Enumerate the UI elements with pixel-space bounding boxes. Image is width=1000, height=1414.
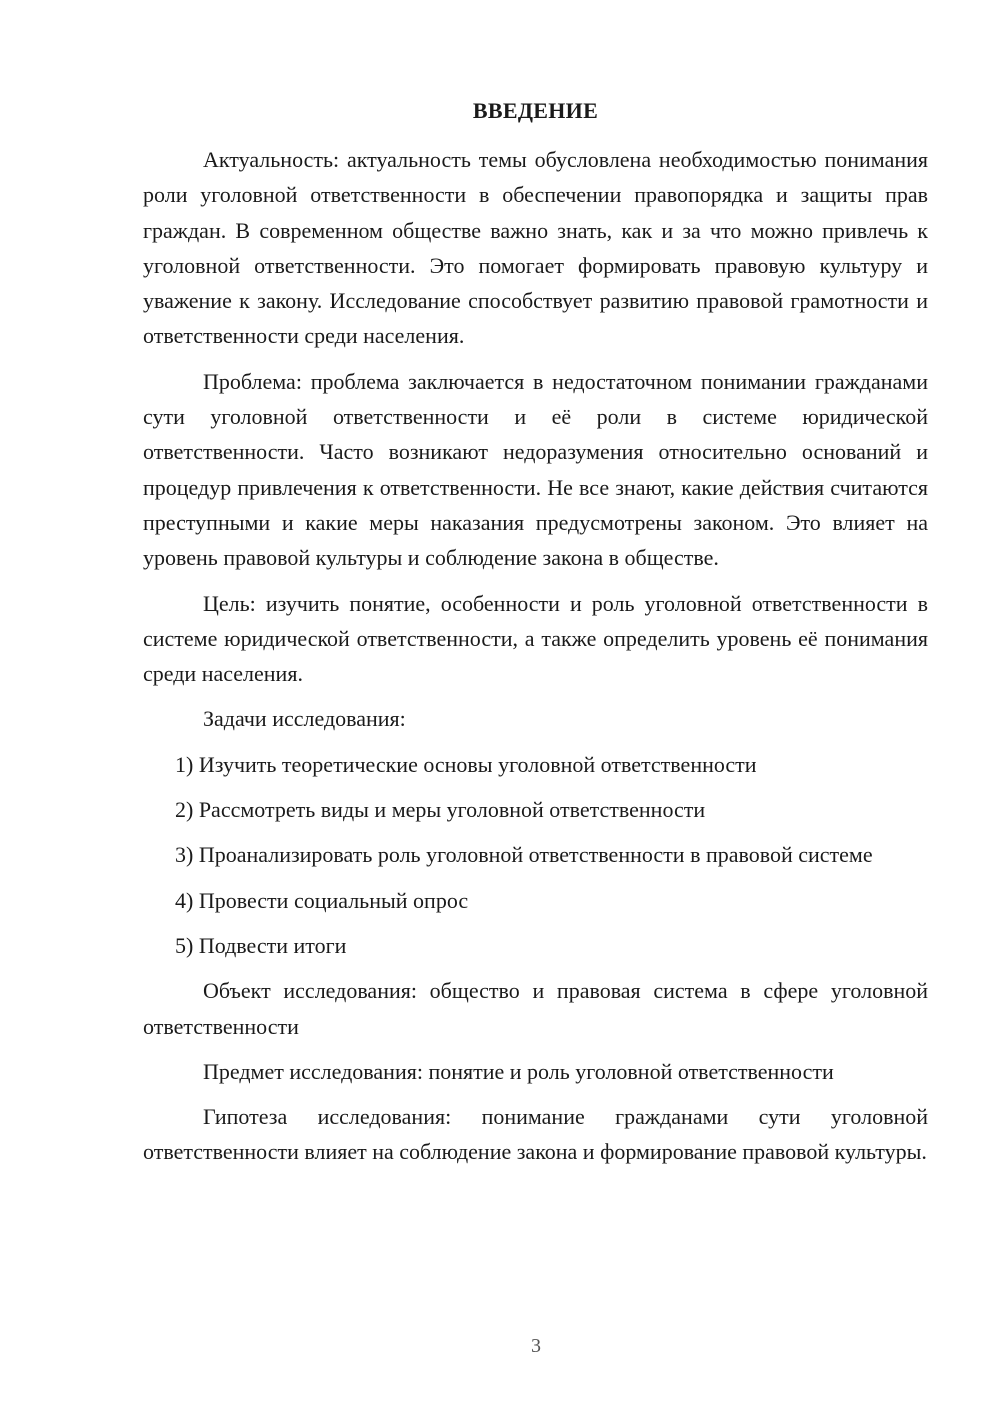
- subject-paragraph: Предмет исследования: понятие и роль уголовной ответственности: [203, 1058, 834, 1084]
- task-item-4: 4) Провести социальный опрос: [175, 887, 469, 913]
- tasks-title: Задачи исследования:: [203, 706, 406, 732]
- hypothesis-paragraph: Гипотеза исследования: понимание гражданами сути уголовной ответственности влияет на соблюдение закона и формирование правовой культуры.: [143, 1104, 928, 1165]
- task-item-2: 2) Рассмотреть виды и меры уголовной ответственности: [175, 797, 706, 823]
- document-body: [143, 142, 928, 1180]
- goal-paragraph: Цель: изучить понятие, особенности и роль уголовной ответственности в системе юридической ответственности, а также определить уровень её понимания среди населения.: [143, 590, 928, 687]
- section-heading: ВВЕДЕНИЕ: [472, 98, 599, 123]
- task-item-1: 1) Изучить теоретические основы уголовной ответственности: [175, 751, 757, 777]
- relevance-paragraph: Актуальность: актуальность темы обусловлена необходимостью понимания роли уголовной ответственности в обеспечении правопорядка и защиты прав граждан. В современном обществе важно знать, как и за что можно привлечь к уголовной ответственности. Это помогает формировать правовую культуру и уважение к закону. Исследование способствует развитию правовой грамотности и ответственности среди населения.: [143, 147, 928, 349]
- problem-paragraph: Проблема: проблема заключается в недостаточном понимании гражданами сути уголовной ответственности и её роли в системе юридической ответственности. Часто возникают недоразумения относительно оснований и процедур привлечения к ответственности. Не все знают, какие действия считаются преступными и какие меры наказания предусмотрены законом. Это влияет на уровень правовой культуры и соблюдение закона в обществе.: [143, 368, 928, 571]
- task-item-3: 3) Проанализировать роль уголовной ответственности в правовой системе: [175, 842, 873, 868]
- page-number: 3: [531, 1335, 541, 1357]
- object-paragraph: Объект исследования: общество и правовая система в сфере уголовной ответственности: [143, 978, 928, 1039]
- task-item-5: 5) Подвести итоги: [175, 932, 347, 958]
